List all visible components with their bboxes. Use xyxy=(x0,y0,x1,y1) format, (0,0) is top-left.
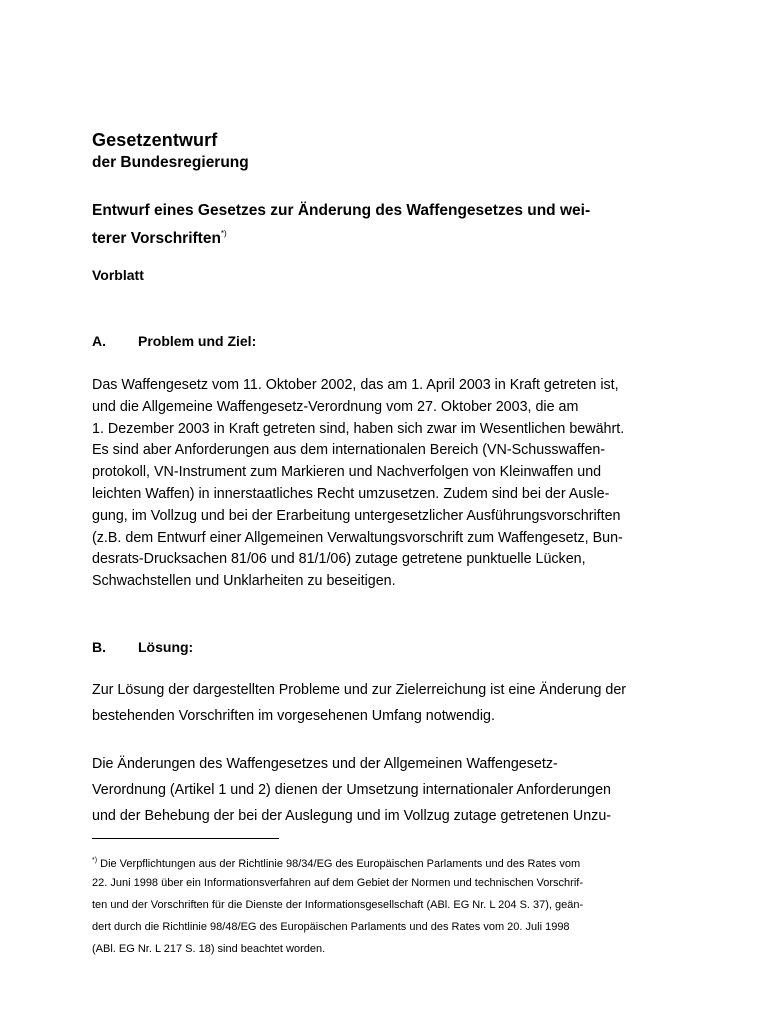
footnote-line: dert durch die Richtlinie 98/48/EG des Europäischen Parlaments und des Rates vom 20. Juli 1998 xyxy=(92,921,570,933)
paragraph-line: Das Waffengesetz vom 11. Oktober 2002, das am 1. April 2003 in Kraft getreten ist, xyxy=(92,377,619,393)
paragraph-line: (z.B. dem Entwurf einer Allgemeinen Verwaltungsvorschrift zum Waffengesetz, Bun- xyxy=(92,529,623,546)
paragraph-line: Zur Lösung der dargestellten Probleme und zur Zielerreichung ist eine Änderung der xyxy=(92,682,627,698)
paragraph-line: und der Behebung der bei der Auslegung und im Vollzug zutage getretenen Unzu- xyxy=(92,808,612,824)
section-a-number: A. xyxy=(92,333,106,349)
section-b-paragraph-1 xyxy=(92,677,682,729)
section-a-paragraph xyxy=(92,375,682,593)
paragraph-line: bestehenden Vorschriften im vorgesehenen Umfang notwendig. xyxy=(92,708,495,724)
section-b-heading xyxy=(92,639,193,655)
footnote-line: 22. Juni 1998 über ein Informationsverfahren auf dem Gebiet der Normen und technischen Vorschrif- xyxy=(92,877,583,889)
paragraph-line: Schwachstellen und Unklarheiten zu beseitigen. xyxy=(92,573,396,590)
law-title xyxy=(92,199,692,250)
footnote-marker: *) xyxy=(92,857,98,864)
section-b-number: B. xyxy=(92,639,106,655)
footnote-reference: *) xyxy=(220,229,227,238)
paragraph-line: protokoll, VN-Instrument zum Markieren und Nachverfolgen von Kleinwaffen und xyxy=(92,464,602,481)
section-a-title: Problem und Ziel: xyxy=(138,333,257,349)
paragraph-line: desrats-Drucksachen 81/06 und 81/1/06) zutage getretene punktuelle Lücken, xyxy=(92,551,586,568)
footnote-line: ten und der Vorschriften für die Dienste der Informationsgesellschaft (ABl. EG Nr. L 204 S. 37), geän- xyxy=(92,899,584,911)
paragraph-line: leichten Waffen) in innerstaatliches Recht umzusetzen. Zudem sind bei der Ausle- xyxy=(92,485,610,502)
footnote-line xyxy=(92,850,692,872)
footnote-line: (ABl. EG Nr. L 217 S. 18) sind beachtet worden. xyxy=(92,943,326,955)
law-title-line-2-text: terer Vorschriften xyxy=(92,230,221,247)
footnote-separator xyxy=(92,838,279,839)
paragraph-line: 1. Dezember 2003 in Kraft getreten sind, haben sich zwar im Wesentlichen bewährt. xyxy=(92,420,625,437)
document-subtitle: der Bundesregierung xyxy=(92,154,249,171)
law-title-line-2 xyxy=(92,222,692,250)
footnote xyxy=(92,850,692,960)
paragraph-line: gung, im Vollzug und bei der Erarbeitung untergesetzlicher Ausführungsvorschriften xyxy=(92,507,621,524)
vorblatt-heading: Vorblatt xyxy=(92,267,144,283)
section-a-heading xyxy=(92,333,256,349)
law-title-line-1: Entwurf eines Gesetzes zur Änderung des Waffengesetzes und wei- xyxy=(92,202,591,219)
paragraph-line: und die Allgemeine Waffengesetz-Verordnung vom 27. Oktober 2003, die am xyxy=(92,398,579,415)
document-title: Gesetzentwurf xyxy=(92,130,218,150)
paragraph-line: Die Änderungen des Waffengesetzes und der Allgemeinen Waffengesetz- xyxy=(92,756,558,772)
footnote-line-1-text: Die Verpflichtungen aus der Richtlinie 98/34/EG des Europäischen Parlaments und des Rates vom xyxy=(97,858,581,870)
paragraph-line: Verordnung (Artikel 1 und 2) dienen der Umsetzung internationaler Anforderungen xyxy=(92,782,611,798)
section-b-paragraph-2 xyxy=(92,751,682,829)
section-b-title: Lösung: xyxy=(138,639,194,655)
paragraph-line: Es sind aber Anforderungen aus dem internationalen Bereich (VN-Schusswaffen- xyxy=(92,442,606,459)
